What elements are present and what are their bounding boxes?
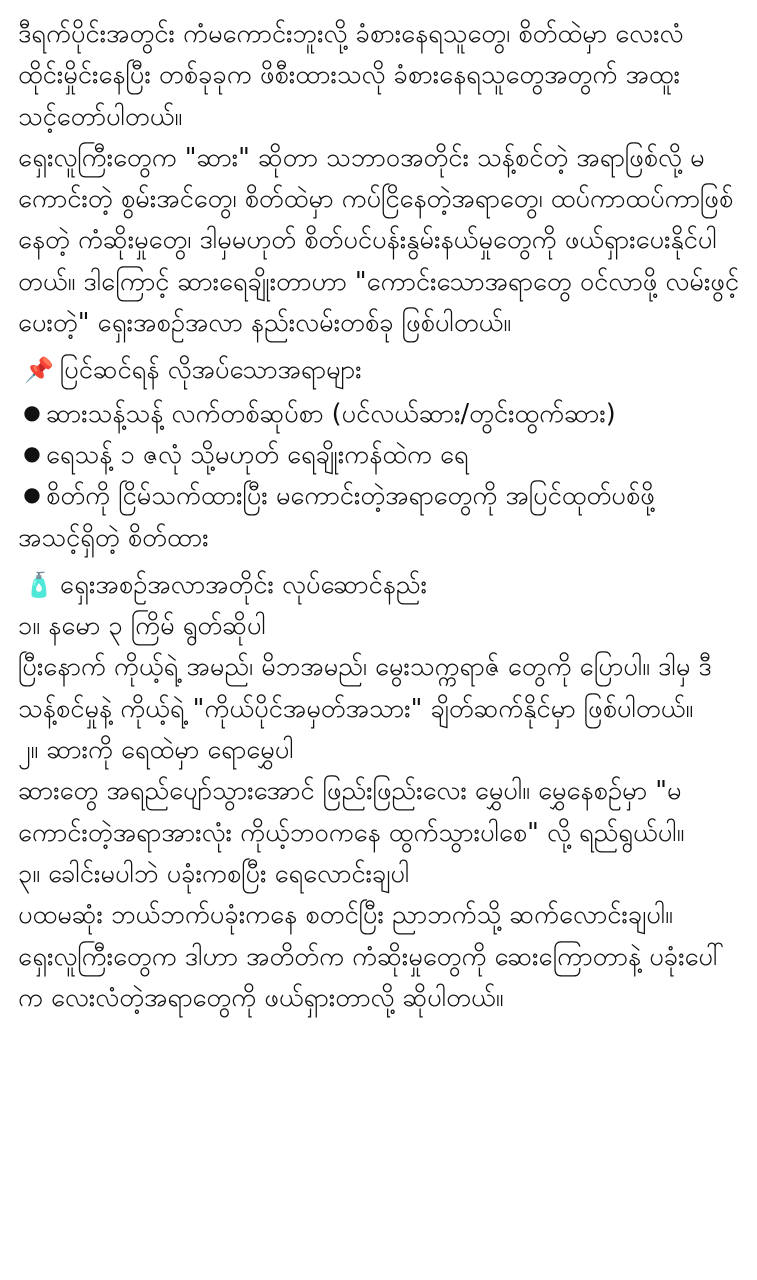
spray-icon: 🧴 xyxy=(24,570,54,599)
step-body: ပြီးနောက် ကိုယ့်ရဲ့ အမည်၊ မိဘအမည်၊ မွေးသက္ကရာဇ် တွေကို ပြောပါ။ ဒါမှ ဒီသန့်စင်မှုနဲ့ ကိုယ့်ရဲ့ "ကိုယ်ပိုင်အမှတ်အသား" ချိတ်ဆက်နိုင်မှာ ဖြစ်ပါတယ်။ xyxy=(18,652,712,724)
step-body: ပထမဆုံး ဘယ်ဘက်ပခုံးကနေ စတင်ပြီး ညာဘက်သို့ ဆက်လောင်းချပါ။ ရှေးလူကြီးတွေက ဒါဟာ အတိတ်က ကံဆိုးမှုတွေကို ဆေးကြောတာနဲ့ ပခုံးပေါ်က လေးလံတဲ့အရာတွေကို ဖယ်ရှားတာလို့ ဆိုပါတယ်။ xyxy=(18,900,725,1013)
list-item xyxy=(18,476,739,559)
list-item xyxy=(18,394,739,435)
intro-paragraph-2: ရှေးလူကြီးတွေက "ဆား" ဆိုတာ သဘာဝအတိုင်း သန့်စင်တဲ့ အရာဖြစ်လို့ မကောင်းတဲ့ စွမ်းအင်တွေ၊ စိတ်ထဲမှာ ကပ်ငြိနေတဲ့အရာတွေ၊ ထပ်ကာထပ်ကာဖြစ်နေတဲ့ ကံဆိုးမှုတွေ၊ ဒါမှမဟုတ် စိတ်ပင်ပန်းနွမ်းနယ်မှုတွေကို ဖယ်ရှားပေးနိုင်ပါတယ်။ ဒါကြောင့် ဆားရေချိုးတာဟာ "ကောင်းသောအရာတွေ ဝင်လာဖို့ လမ်းဖွင့်ပေးတဲ့" ရှေးအစဉ်အလာ နည်းလမ်းတစ်ခု ဖြစ်ပါတယ်။ xyxy=(18,142,740,339)
list-item-text: ဆားသန့်သန့် လက်တစ်ဆုပ်စာ (ပင်လယ်ဆား/တွင်းထွက်ဆား) xyxy=(46,398,616,429)
materials-heading-text: ပြင်ဆင်ရန် လိုအပ်သောအရာများ xyxy=(59,355,362,386)
list-item-text: ရေသန့် ၁ ဇလုံ သို့မဟုတ် ရေချိုးကန်ထဲက ရေ xyxy=(46,439,469,470)
step-title: ၁။ နမော ၃ ကြိမ် ရွတ်ဆိုပါ xyxy=(18,611,266,642)
bullet-icon: ● xyxy=(23,440,41,465)
bullet-icon: ● xyxy=(23,482,41,507)
pushpin-icon: 📌 xyxy=(24,356,54,385)
materials-heading xyxy=(18,350,739,391)
step-title: ၂။ ဆားကို ရေထဲမှာ ရောမွှေပါ xyxy=(18,735,294,766)
method-heading xyxy=(18,565,739,606)
step-title: ၃။ ခေါင်းမပါဘဲ ပခုံးကစပြီး ရေလောင်းချပါ xyxy=(18,858,410,889)
step-body: ဆားတွေ အရည်ပျော်သွားအောင် ဖြည်းဖြည်းလေး မွှေပါ။ မွှေနေစဉ်မှာ "မကောင်းတဲ့အရာအားလုံး ကိုယ့်ဘဝကနေ ထွက်သွားပါစေ" လို့ ရည်ရွယ်ပါ။ xyxy=(18,776,685,848)
materials-list xyxy=(18,394,739,559)
list-item-text: စိတ်ကို ငြိမ်သက်ထားပြီး မကောင်းတဲ့အရာတွေကို အပြင်ထုတ်ပစ်ဖို့ အသင့်ရှိတဲ့ စိတ်ထား xyxy=(18,481,655,553)
bullet-icon: ● xyxy=(23,399,41,424)
list-item xyxy=(18,435,739,476)
method-heading-text: ရှေးအစဉ်အလာအတိုင်း လုပ်ဆောင်နည်း xyxy=(59,569,427,600)
intro-paragraph-1: ဒီရက်ပိုင်းအတွင်း ကံမကောင်းဘူးလို့ ခံစားနေရသူတွေ၊ စိတ်ထဲမှာ လေးလံထိုင်းမှိုင်းနေပြီး တစ်ခုခုက ဖိစီးထားသလို ခံစားနေရသူတွေအတွက် အထူးသင့်တော်ပါတယ်။ xyxy=(18,19,684,132)
